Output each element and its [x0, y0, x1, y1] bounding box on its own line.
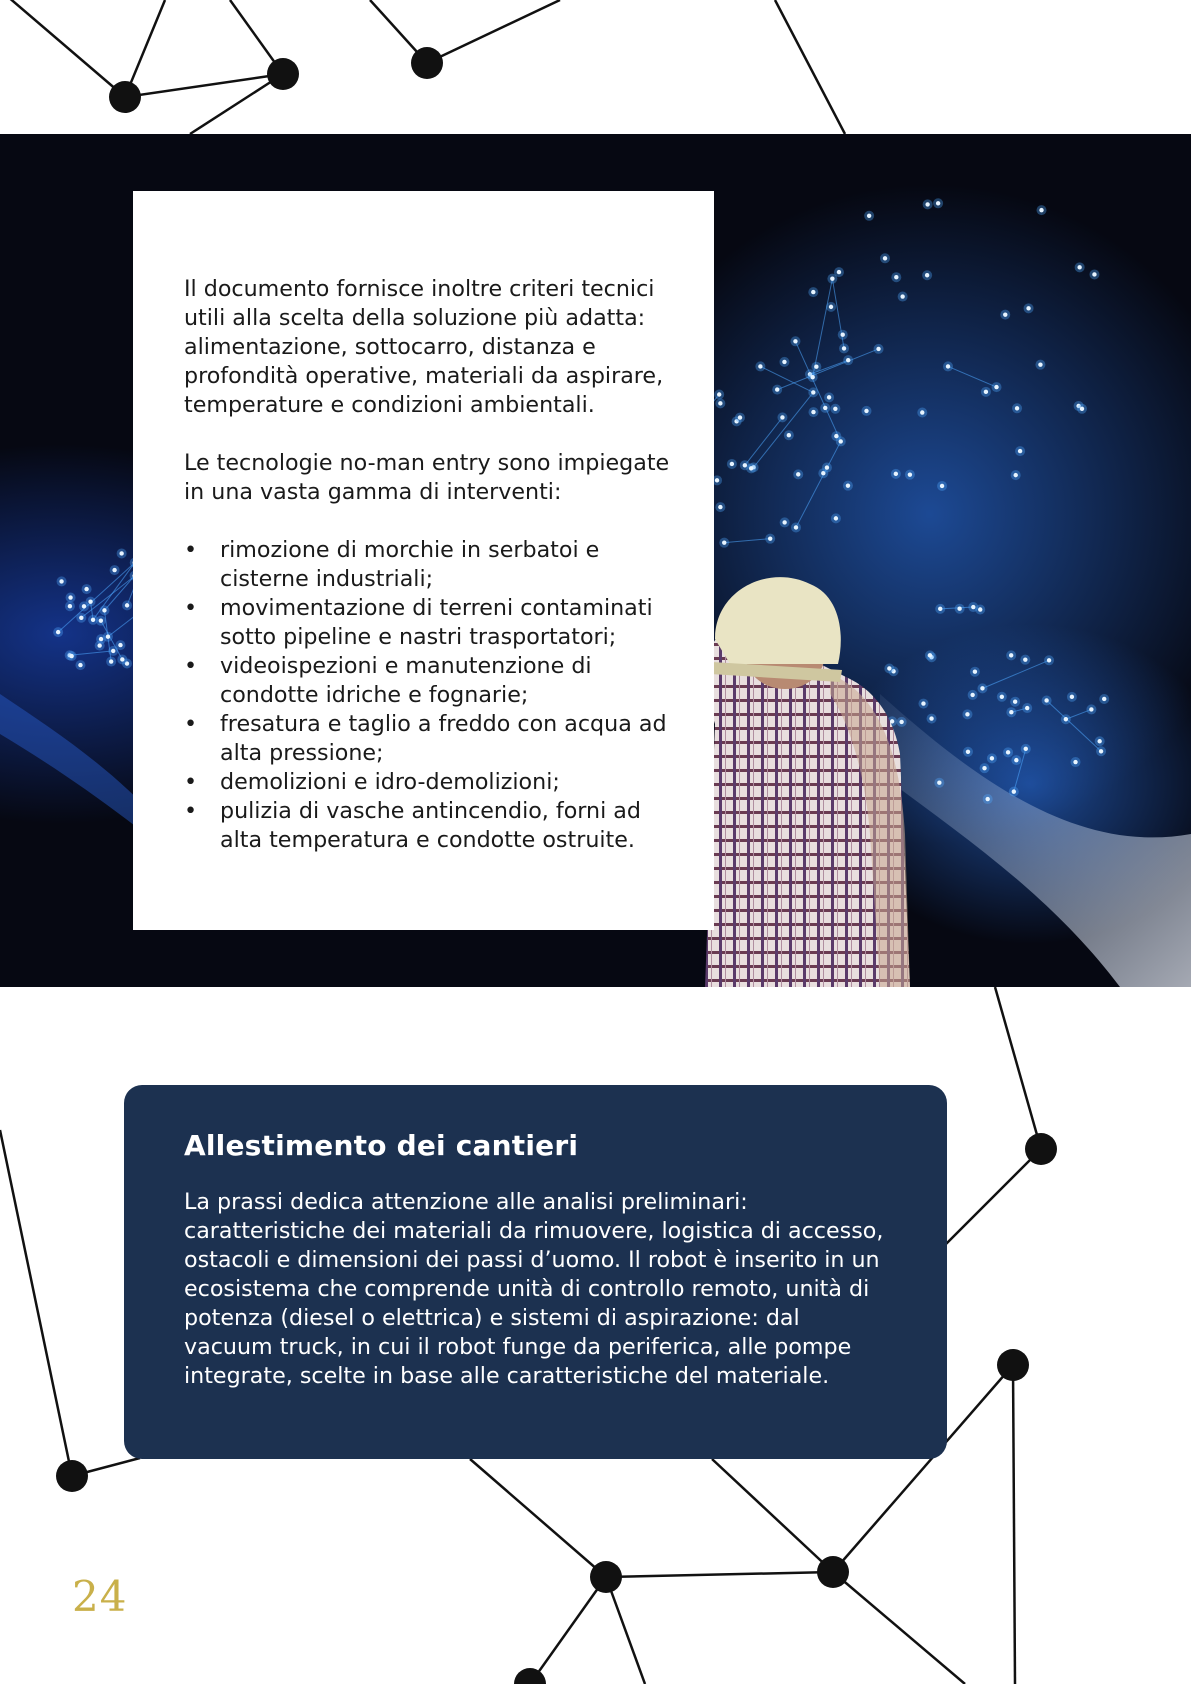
- bullet-icon: •: [184, 537, 198, 563]
- network-line: [0, 0, 125, 97]
- network-line: [530, 1577, 606, 1684]
- network-line: [470, 1459, 606, 1577]
- network-line: [427, 0, 560, 63]
- network-line: [1013, 1365, 1015, 1684]
- bullet-icon: •: [184, 653, 198, 679]
- card-paragraph-1: Il documento fornisce inoltre criteri tecnici utili alla scelta della soluzione più adatta: alimentazione, sottocarro, distanza e profondità operative, materiali da aspirare, temperature e condizioni ambientali.: [184, 276, 664, 418]
- list-item: • movimentazione di terreni contaminati sotto pipeline e nastri trasportatori;: [184, 595, 653, 650]
- network-line: [833, 1572, 965, 1684]
- list-item: • fresatura e taglio a freddo con acqua ad alta pressione;: [184, 711, 667, 766]
- info-box: [124, 1085, 947, 1459]
- network-node: [56, 1460, 88, 1492]
- network-node: [590, 1561, 622, 1593]
- section-title: Allestimento dei cantieri: [184, 1129, 579, 1162]
- network-line: [190, 74, 283, 134]
- network-line: [125, 74, 283, 97]
- list-item: • demolizioni e idro-demolizioni;: [184, 769, 560, 795]
- bullet-icon: •: [184, 711, 198, 737]
- network-line: [712, 1459, 833, 1572]
- network-node: [1025, 1133, 1057, 1165]
- network-node: [267, 58, 299, 90]
- network-line: [606, 1572, 833, 1577]
- network-line: [995, 987, 1041, 1149]
- interventions-list: [184, 536, 678, 855]
- bullet-icon: •: [184, 798, 198, 824]
- list-item: • rimozione di morchie in serbatoi e cisterne industriali;: [184, 537, 600, 592]
- network-line: [606, 1577, 645, 1684]
- card-paragraph-2: Le tecnologie no-man entry sono impiegate in una vasta gamma di interventi:: [184, 450, 670, 505]
- network-line: [775, 0, 845, 134]
- bullet-icon: •: [184, 595, 198, 621]
- network-node: [817, 1556, 849, 1588]
- network-node: [514, 1668, 546, 1684]
- section-body: La prassi dedica attenzione alle analisi preliminari: caratteristiche dei materiali da rimuovere, logistica di accesso, ostacoli e dimensioni dei passi d’uomo. Il robot è inserito in un ecosistema che comprende unità di controllo remoto, unità di potenza (diesel o elettrica) e sistemi di aspirazione: dal vacuum truck, in cui il robot funge da periferica, alle pompe integrate, scelte in base alle caratteristiche del materiale.: [184, 1189, 884, 1389]
- network-node: [997, 1349, 1029, 1381]
- network-node: [411, 47, 443, 79]
- text-card: [133, 191, 714, 930]
- bullet-icon: •: [184, 769, 198, 795]
- page-number: 24: [72, 1572, 128, 1621]
- list-item: • pulizia di vasche antincendio, forni ad alta temperatura e condotte ostruite.: [184, 798, 641, 853]
- network-node: [109, 81, 141, 113]
- network-line: [945, 1149, 1041, 1245]
- list-item: • videoispezioni e manutenzione di condotte idriche e fognarie;: [184, 653, 592, 708]
- network-line: [0, 1130, 72, 1476]
